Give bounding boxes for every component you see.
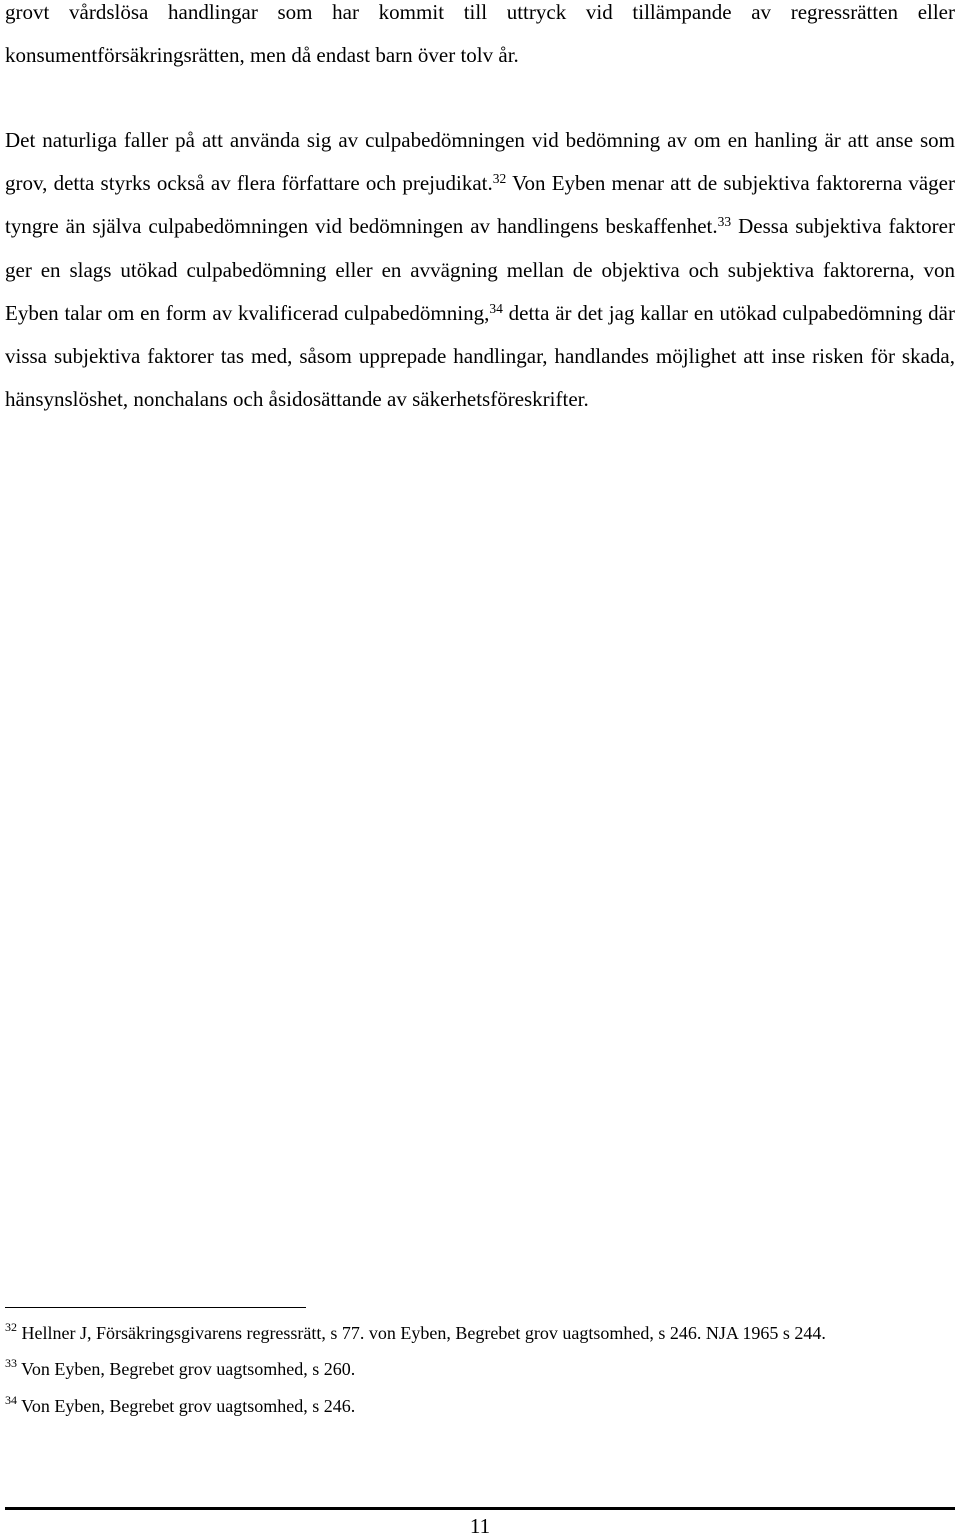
footnote-33: [5, 1351, 955, 1387]
footnote-separator: [5, 1307, 306, 1308]
footnote-34: [5, 1388, 955, 1424]
footnote-ref-33[interactable]: 33: [717, 214, 732, 230]
footnote-ref-32[interactable]: 32: [492, 171, 507, 187]
paragraph-continued: [5, 0, 955, 77]
paragraph-text: Dessa subjektiva faktorer ger en slags utökad culpabedömning eller en avvägning mellan de objektiva och subjektiva faktorerna, von Eyben talar om en form av kvalificerad culpabedömning,: [5, 214, 955, 325]
paragraph-line: konsumentförsäkringsrätten, men då endast barn över tolv år.: [5, 43, 519, 68]
paragraph-text: Det naturliga faller på att använda sig av culpabedömningen vid bedömning av om en hanling är att anse som grov, detta styrks också av flera författare och prejudikat.: [5, 128, 955, 196]
page-number: 11: [469, 1514, 491, 1538]
footnote-text: Von Eyben, Begrebet grov uagtsomhed, s 260.: [17, 1359, 356, 1380]
footnote-number: 34: [5, 1392, 17, 1407]
paragraph-line: grovt vårdslösa handlingar som har kommit till uttryck vid tillämpande av regressrätten eller: [5, 0, 955, 24]
footnote-number: 32: [5, 1320, 17, 1334]
footnote-text: Hellner J, Försäkringsgivarens regressrätt, s 77. von Eyben, Begrebet grov uagtsomhed, s 246. NJA 1965 s 244.: [17, 1323, 826, 1343]
footer-rule: [5, 1507, 955, 1510]
paragraph-main: [5, 119, 955, 421]
footnote-ref-34[interactable]: 34: [489, 300, 503, 316]
footnote-number: 33: [5, 1356, 17, 1371]
footnote-32: [5, 1315, 955, 1351]
footnote-text: Von Eyben, Begrebet grov uagtsomhed, s 246.: [17, 1395, 356, 1416]
footnotes-section: [5, 1315, 955, 1424]
paragraph-text: Von Eyben menar att de subjektiva faktorerna väger tyngre än själva culpabedömningen vid bedömningen av handlingens beskaffenhet.: [5, 171, 955, 239]
paragraph-text: detta är det jag kallar en utökad culpabedömning där vissa subjektiva faktorer tas med, såsom upprepade handlingar, handlandes möjlighet att inse risken för skada, hänsynslöshet, nonchalans och åsidosättande av säkerhetsföreskrifter.: [5, 300, 955, 412]
